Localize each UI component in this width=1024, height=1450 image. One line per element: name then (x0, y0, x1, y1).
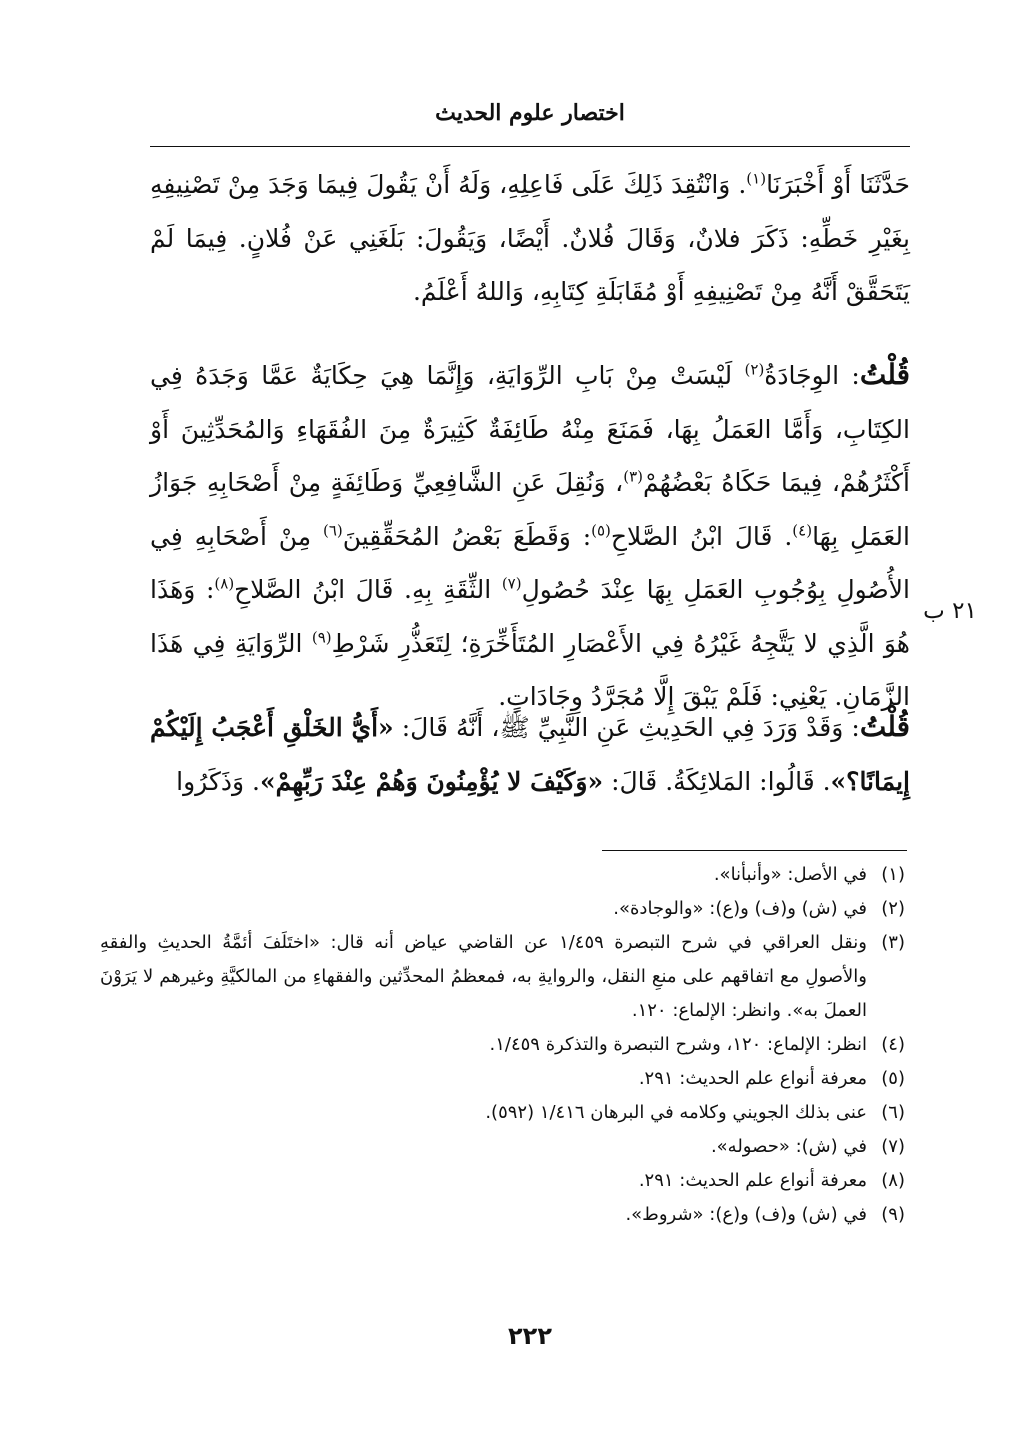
footnote-number: (٢) (881, 898, 905, 919)
footnote-5 (100, 1062, 905, 1096)
footnote-8 (100, 1164, 905, 1198)
text-run: : الوِجَادَةُ (764, 361, 860, 390)
hadith-quote: «وَكَيْفَ لا يُؤْمِنُونَ وَهُمْ عِنْدَ رَبِّهِمْ» (259, 766, 604, 796)
page-number: ٢٢٢ (508, 1322, 552, 1350)
footnote-text: عنى بذلك الجويني وكلامه في البرهان ١/٤١٦ (٥٩٢). (485, 1102, 867, 1123)
footnote-2 (100, 892, 905, 926)
text-run: لَيْسَتْ مِنْ بَابِ الرِّوَايَةِ، وَإِنَّمَا هِيَ حِكَايَةٌ عَمَّا وَجَدَهُ فِي الكِتَابِ، وَأَمَّا العَمَلُ بِهَا، فَمَنَعَ مِنْهُ طَائِفَةٌ كَثِيرَةٌ مِنَ الفُقَهَاءِ وَالمُحَدِّثِينَ أَوْ أَكْثَرُهُمْ، فِيمَا حَكَاهُ بَعْضُهُمْ (150, 361, 910, 497)
footnote-ref-7[interactable]: (٧) (501, 574, 522, 593)
footnote-text: معرفة أنواع علم الحديث: ٢٩١. (638, 1170, 867, 1191)
footnote-separator (602, 850, 907, 851)
text-run: الرِّوَايَةِ فِي هَذَا الزَّمَانِ. يَعْنِي: فَلَمْ يَبْقَ إِلَّا مُجَرَّدُ وِجَادَاتٍ. (150, 628, 910, 711)
footnote-7 (100, 1130, 905, 1164)
footnote-ref-9[interactable]: (٩) (311, 628, 332, 647)
footnote-text: في الأصل: «وأنبأنا». (713, 864, 867, 885)
text-run: : وَقَدْ وَرَدَ فِي الحَدِيثِ عَنِ النَّبِيِّ ﷺ، أَنَّهُ قَالَ: (393, 713, 860, 742)
footnote-ref-4[interactable]: (٤) (792, 521, 813, 540)
footnote-number: (٦) (881, 1102, 905, 1123)
text-run: : وَهَذَا هُوَ الَّذِي لا يَتَّجِهُ غَيْرُهُ فِي الأَعْصَارِ المُتَأَخِّرَةِ؛ لِتَعَذُّرِ شَرْطِ (150, 575, 910, 658)
text-run: . قَالَ ابْنُ الصَّلاحِ (610, 521, 793, 551)
paragraph-1 (150, 158, 910, 319)
footnote-number: (٧) (881, 1136, 905, 1157)
footnote-9 (100, 1198, 905, 1232)
footnote-text: في (ش): «حصوله». (710, 1136, 867, 1157)
footnote-number: (٣) (881, 932, 905, 953)
footnote-text: انظر: الإلماع: ١٢٠، وشرح التبصرة والتذكرة ١/٤٥٩. (489, 1034, 867, 1055)
footnote-number: (٨) (881, 1170, 905, 1191)
footnote-text: معرفة أنواع علم الحديث: ٢٩١. (638, 1068, 867, 1089)
header-rule (150, 146, 910, 147)
lead-word: قُلْتُ (859, 710, 910, 743)
text-run: . وَانْتُقِدَ ذَلِكَ عَلَى فَاعِلِهِ، وَلَهُ أَنْ يَقُولَ فِيمَا وَجَدَ مِنْ تَصْنِيفِهِ بِغَيْرِ خَطِّهِ: ذَكَرَ فلانٌ، وَقَالَ فُلانٌ. أَيْضًا، وَيَقُولَ: بَلَغَنِي عَنْ فُلانٍ. فِيمَا لَمْ يَتَحَقَّقْ أَنَّهُ مِنْ تَصْنِيفِهِ أَوْ مُقَابَلَةِ كِتَابِهِ، وَاللهُ أَعْلَمُ. (150, 170, 910, 306)
footnote-text: في (ش) و(ف) و(ع): «والوجادة». (613, 898, 867, 919)
hadith-quote: «أَيُّ الخَلْقِ أَعْجَبُ إِلَيْكُمْ إِيمَانًا؟» (150, 713, 910, 796)
text-run: . وَذَكَرُوا (176, 766, 260, 796)
footnote-ref-5[interactable]: (٥) (591, 521, 611, 540)
lead-word: قُلْتُ (859, 358, 910, 391)
footnote-4 (100, 1028, 905, 1062)
footnote-ref-8[interactable]: (٨) (214, 574, 235, 593)
footnotes (100, 858, 905, 1232)
footnote-number: (٤) (881, 1034, 905, 1055)
footnote-text: ونقل العراقي في شرح التبصرة ١/٤٥٩ عن القاضي عياض أنه قال: «اختَلَفَ أئمَّةُ الحديثِ والفقهِ والأصولِ مع اتفاقهم على منعِ النقل، والروايةِ به، فمعظمُ المحدِّثين والفقهاءِ من المالكيَّةِ وغيرهم لا يَرَوْنَ العملَ به». وانظر: الإلماع: ١٢٠. (100, 932, 867, 1021)
manuscript-folio-marker: ٢١ ب (923, 598, 977, 624)
text-run: حَدَّثَنَا أَوْ أَخْبَرَنَا (766, 170, 910, 199)
text-run: مِنْ أَصْحَابِهِ فِي الأُصُولِ بِوُجُوبِ العَمَلِ بِهَا عِنْدَ حُصُولِ (150, 521, 910, 604)
footnote-ref-2[interactable]: (٢) (744, 360, 765, 379)
paragraph-2 (150, 348, 910, 724)
text-run: : وَقَطَعَ بَعْضُ المُحَقِّقِينَ (342, 521, 592, 551)
footnote-6 (100, 1096, 905, 1130)
text-run: ، وَنُقِلَ عَنِ الشَّافِعِيِّ وَطَائِفَةٍ مِنْ أَصْحَابِهِ جَوَازُ العَمَلِ بِهَا (150, 468, 910, 551)
footnote-1 (100, 858, 905, 892)
footnote-number: (١) (881, 864, 905, 885)
footnote-number: (٥) (881, 1068, 905, 1089)
footnote-3 (100, 926, 905, 1028)
footnote-text: في (ش) و(ف) و(ع): «شروط». (625, 1204, 867, 1225)
text-run: . قَالُوا: المَلائِكَةُ. قَالَ: (603, 766, 831, 796)
footnote-number: (٩) (881, 1204, 905, 1225)
running-header: اختصار علوم الحديث (435, 100, 625, 126)
paragraph-3 (150, 700, 910, 808)
footnote-ref-3[interactable]: (٣) (623, 467, 643, 486)
footnote-ref-1[interactable]: (١) (746, 169, 767, 188)
footnote-ref-6[interactable]: (٦) (322, 521, 343, 540)
text-run: الثِّقَةِ بِهِ. قَالَ ابْنُ الصَّلاحِ (234, 575, 502, 604)
